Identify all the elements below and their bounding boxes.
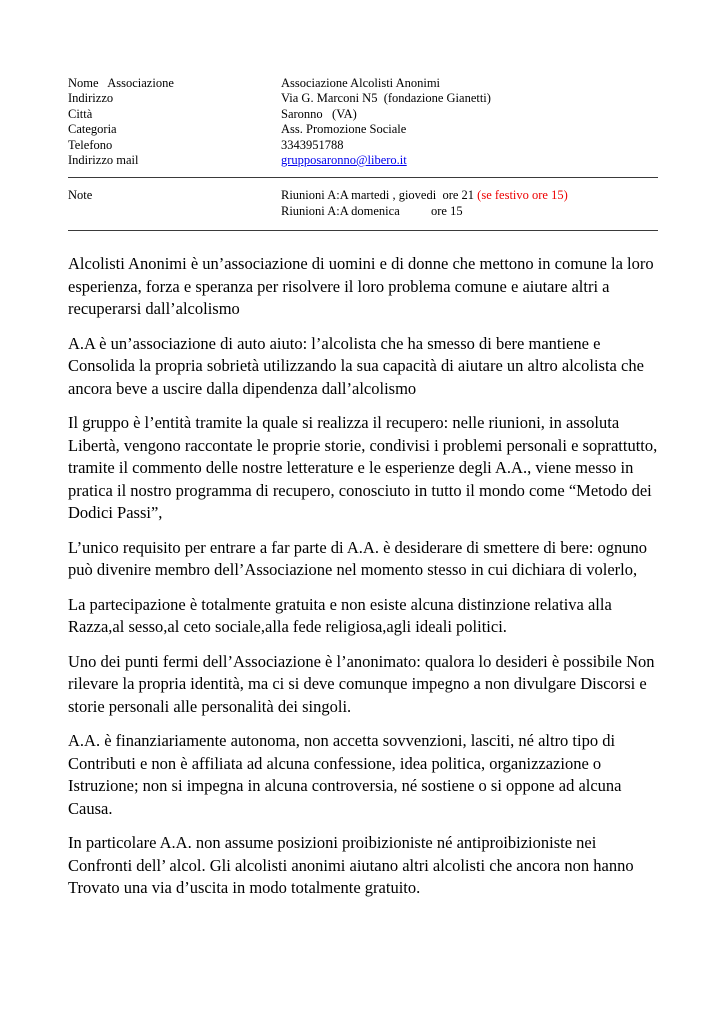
paragraph-gruppo: Il gruppo è l’entità tramite la quale si realizza il recupero: nelle riunioni, in assoluta Libertà, vengono raccontate le proprie storie, condivisi i problemi personali e soprattutto, tramite il commento delle nostre letterature e le esperienze degli A.A., viene messo in pratica il nostro programma di recupero, conosciuto in tutto il mondo come “Metodo dei Dodici Passi”, — [68, 413, 658, 523]
field-label-citta: Città — [68, 106, 93, 121]
field-value-categoria: Ass. Promozione Sociale — [281, 122, 407, 137]
divider-line-bottom — [68, 230, 658, 231]
note-line-meetings-2: Riunioni A:A domenica ore 15 — [281, 203, 463, 218]
field-label-categoria: Categoria — [68, 122, 117, 137]
header-row-mail — [68, 153, 658, 168]
paragraph-intro: Alcolisti Anonimi è un’associazione di uomini e di donne che mettono in comune la loro esperienza, forza e speranza per risolvere il loro problema comune e aiutare altri a recuperarsi dall’alcolismo — [68, 254, 654, 319]
festive-hours-note: (se festivo ore 15) — [477, 188, 568, 203]
field-value-telefono: 3343951788 — [281, 137, 344, 152]
paragraph-anonimato: Uno dei punti fermi dell’Associazione è l’anonimato: qualora lo desideri è possibile Non rilevare la propria identità, ma ci si deve comunque impegno a non divulgare Discorsi e storie personali alle personalità dei singoli. — [68, 651, 655, 716]
header-row-nome — [68, 76, 658, 91]
paragraph-autonomia: A.A. è finanziariamente autonoma, non accetta sovvenzioni, lasciti, né altro tipo di Contributi e non è affiliata ad alcuna confessione, idea politica, organizzazione o Istruzione; non si impegna in alcuna controversia, né sostiene o si oppone ad alcuna Causa. — [68, 731, 622, 818]
header-row-indirizzo — [68, 91, 658, 106]
field-label-mail: Indirizzo mail — [68, 153, 139, 168]
field-label-nome: Nome Associazione — [68, 76, 174, 90]
email-link[interactable]: grupposaronno@libero.it — [281, 153, 407, 168]
note-line-meetings-1 — [281, 188, 568, 203]
contact-info-block — [68, 76, 658, 168]
field-value-nome: Associazione Alcolisti Anonimi — [281, 76, 441, 90]
note-row — [68, 188, 665, 219]
paragraph-partecipazione: La partecipazione è totalmente gratuita e non esiste alcuna distinzione relativa alla Razza,al sesso,al ceto sociale,alla fede religiosa,agli ideali politici. — [68, 594, 612, 637]
paragraph-proibizionismo: In particolare A.A. non assume posizioni proibizioniste né antiproibizioniste nei Confronti dell’ alcol. Gli alcolisti anonimi aiutano altri alcolisti che ancora non hanno Trovato una via d’uscita in modo totalmente gratuito. — [68, 833, 634, 898]
note-value — [281, 188, 568, 219]
note-meeting-times: Riunioni A:A martedi , giovedi ore 21 — [281, 188, 478, 203]
note-label: Note — [68, 188, 93, 203]
header-row-citta — [68, 107, 658, 122]
field-value-citta: Saronno (VA) — [281, 106, 357, 121]
field-label-indirizzo: Indirizzo — [68, 91, 114, 106]
header-row-categoria — [68, 122, 658, 137]
association-description — [68, 253, 660, 900]
field-value-indirizzo: Via G. Marconi N5 (fondazione Gianetti) — [281, 91, 491, 106]
divider-line-top — [68, 177, 658, 178]
paragraph-requisito: L’unico requisito per entrare a far parte di A.A. è desiderare di smettere di bere: ognuno può divenire membro dell’Associazione nel momento stesso in cui dichiara di volerlo, — [68, 537, 647, 580]
paragraph-auto-aiuto: A.A è un’associazione di auto aiuto: l’alcolista che ha smesso di bere mantiene e Consolida la propria sobrietà utilizzando la sua capacità di aiutare un altro alcolista che ancora beve a uscire dalla dipendenza dall’alcolismo — [68, 333, 644, 398]
field-label-telefono: Telefono — [68, 137, 113, 152]
header-row-telefono — [68, 138, 658, 153]
